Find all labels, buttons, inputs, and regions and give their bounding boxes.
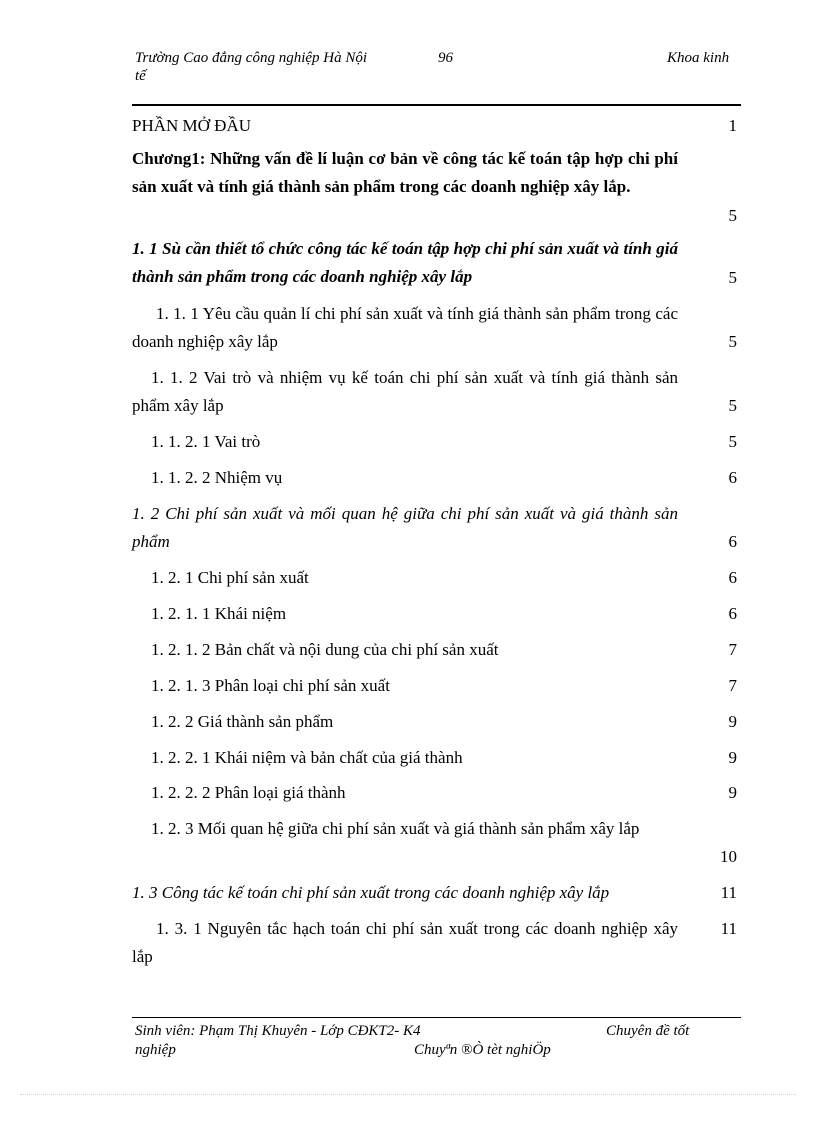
header-school: Trường Cao đẳng công nghiệp Hà Nội	[135, 50, 368, 66]
toc-entry-text: 1. 2. 2. 2 Phân loại giá thành	[151, 783, 346, 802]
page-bottom-border	[20, 1094, 796, 1095]
footer-thesis-continuation: nghiệp	[135, 1042, 176, 1058]
toc-entry-text: 1. 1. 2. 1 Vai trò	[151, 432, 261, 451]
toc-entry-text: 1. 2. 1. 1 Khái niệm	[151, 604, 287, 623]
toc-entry-text: 1. 1 Sù cần thiết tổ chức công tác kế toán tập hợp chi phí sản xuất và tính giá thành sản phẩm trong các doanh nghiệp xây lắp	[132, 239, 678, 286]
toc-entry-page: 5	[728, 268, 737, 287]
toc-entry-page: 9	[728, 712, 737, 731]
footer-divider	[132, 1017, 741, 1018]
toc-entry-page: 5	[728, 396, 737, 415]
toc-entry-text: PHẦN MỞ ĐẦU	[132, 116, 252, 135]
header-dept: Khoa kinh	[667, 50, 730, 66]
toc-entry-text: 1. 1. 2 Vai trò và nhiệm vụ kế toán chi phí sản xuất và tính giá thành sản phẩm xây lắp	[132, 368, 678, 415]
toc-entry-text: 1. 3 Công tác kế toán chi phí sản xuất trong các doanh nghiệp xây lắp	[132, 883, 610, 902]
toc-entry-text: 1. 1. 2. 2 Nhiệm vụ	[151, 468, 283, 487]
toc-entry-page: 7	[728, 676, 737, 695]
header-dept-continuation: tế	[135, 68, 146, 84]
toc-entry-text: 1. 2 Chi phí sản xuất và mối quan hệ giữa chi phí sản xuất và giá thành sản phẩm	[132, 504, 678, 551]
toc-entry-page: 11	[720, 919, 737, 938]
toc-entry-page: 11	[720, 883, 737, 902]
toc-entry-page: 9	[728, 748, 737, 767]
toc-entry-text: Chương1: Những vấn đề lí luận cơ bản về công tác kế toán tập hợp chi phí sản xuất và tính giá thành sản phẩm trong các doanh nghiệp xây lắp.	[132, 149, 678, 196]
toc-entry-text: 1. 2. 1. 2 Bản chất và nội dung của chi phí sản xuất	[151, 640, 499, 659]
page-number: 96	[438, 50, 453, 66]
toc-entry-page: 6	[728, 532, 737, 551]
toc-entry-text: 1. 2. 2. 1 Khái niệm và bản chất của giá thành	[151, 748, 463, 767]
toc-entry-page: 6	[728, 468, 737, 487]
header-divider	[132, 104, 741, 106]
toc-entry-text: 1. 2. 3 Mối quan hệ giữa chi phí sản xuất và giá thành sản phẩm xây lắp	[151, 819, 640, 838]
toc-entry-page: 7	[728, 640, 737, 659]
toc-entry-text: 1. 2. 2 Giá thành sản phẩm	[151, 712, 334, 731]
toc-entry-text: 1. 2. 1 Chi phí sản xuất	[151, 568, 309, 587]
footer-student: Sinh viên: Phạm Thị Khuyên - Lớp CĐKT2- K4	[135, 1023, 421, 1039]
toc-entry-text: 1. 1. 1 Yêu cầu quản lí chi phí sản xuất và tính giá thành sản phẩm trong các doanh nghiệp xây lắp	[132, 304, 678, 351]
footer-thesis: Chuyên đề tốt	[606, 1023, 690, 1039]
footer-garbled-title: Chuyªn ®Ò tèt nghiÖp	[414, 1042, 551, 1058]
toc-entry-page: 1	[728, 116, 737, 135]
toc-entry-page: 5	[728, 432, 737, 451]
toc-entry-page: 5	[728, 206, 737, 225]
toc-entry-text: 1. 3. 1 Nguyên tắc hạch toán chi phí sản xuất trong các doanh nghiệp xây lắp	[132, 919, 678, 966]
toc-entry-page: 6	[728, 568, 737, 587]
toc-entry-page: 5	[728, 332, 737, 351]
toc-entry-page: 10	[720, 847, 737, 866]
toc-entry-page: 6	[728, 604, 737, 623]
toc-entry-text: 1. 2. 1. 3 Phân loại chi phí sản xuất	[151, 676, 390, 695]
toc-entry-page: 9	[728, 783, 737, 802]
